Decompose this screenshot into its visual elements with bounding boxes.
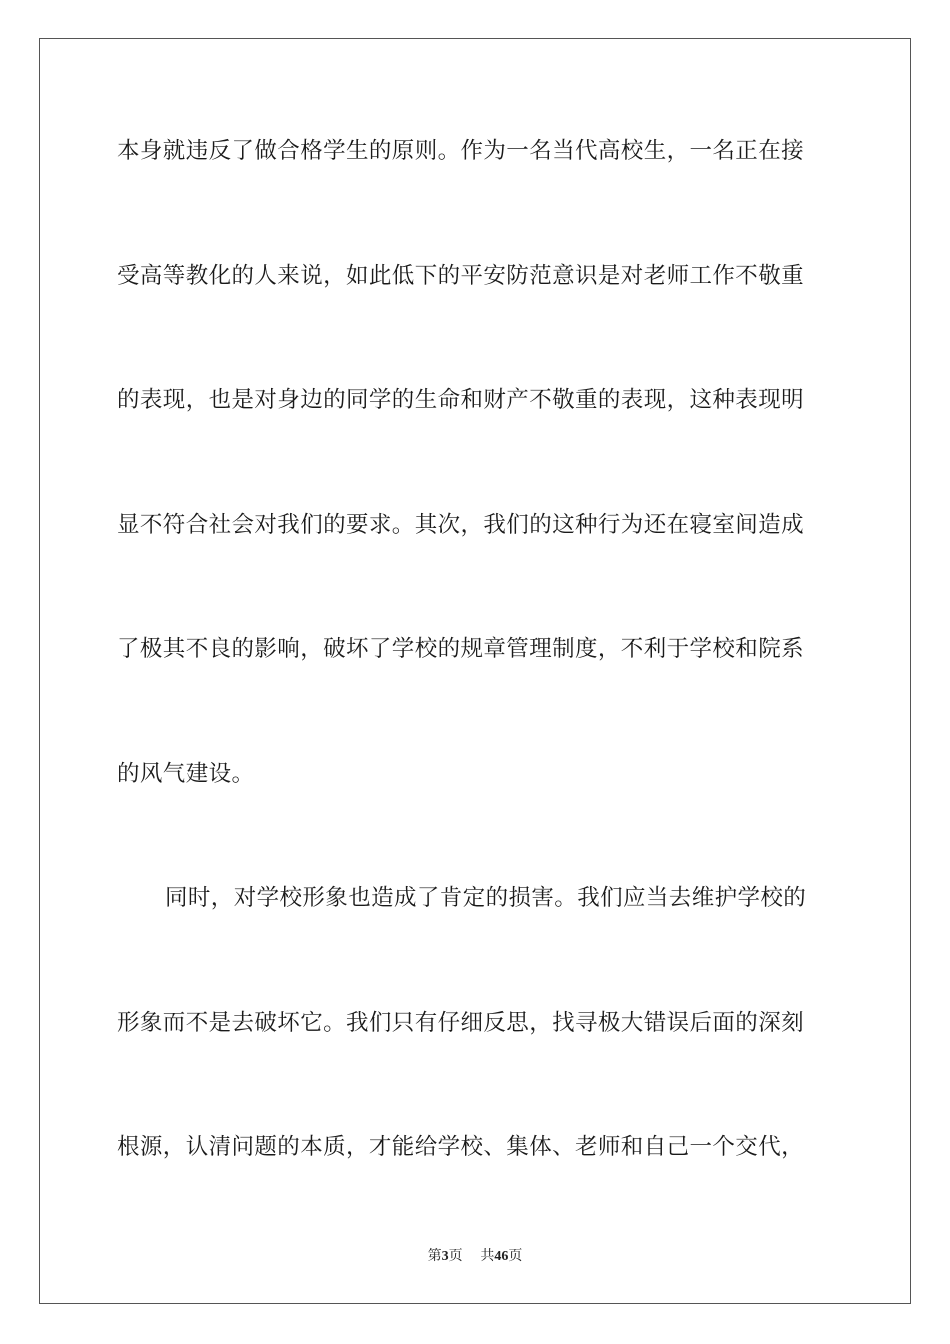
page-footer	[0, 1245, 950, 1265]
text-line: 根源，认清问题的本质，才能给学校、集体、老师和自己一个交代，	[117, 1134, 805, 1160]
page-suffix: 页	[448, 1248, 463, 1264]
text-line: 的风气建设。	[117, 761, 255, 787]
text-line: 本身就违反了做合格学生的原则。作为一名当代高校生，一名正在接	[117, 138, 805, 164]
page-number: 3	[441, 1249, 449, 1264]
total-pages: 46	[494, 1249, 509, 1264]
text-line: 的表现，也是对身边的同学的生命和财产不敬重的表现，这种表现明	[117, 387, 805, 413]
page-prefix: 第	[427, 1248, 442, 1264]
page-frame	[39, 38, 911, 1304]
text-line: 同时，对学校形象也造成了肯定的损害。我们应当去维护学校的	[165, 885, 807, 911]
text-line: 受高等教化的人来说，如此低下的平安防范意识是对老师工作不敬重	[117, 263, 805, 289]
total-prefix: 共	[480, 1248, 495, 1264]
text-line: 显不符合社会对我们的要求。其次，我们的这种行为还在寝室间造成	[117, 512, 805, 538]
total-suffix: 页	[508, 1248, 523, 1264]
text-line: 形象而不是去破坏它。我们只有仔细反思，找寻极大错误后面的深刻	[117, 1010, 805, 1036]
text-line: 了极其不良的影响，破坏了学校的规章管理制度，不利于学校和院系	[117, 636, 805, 662]
